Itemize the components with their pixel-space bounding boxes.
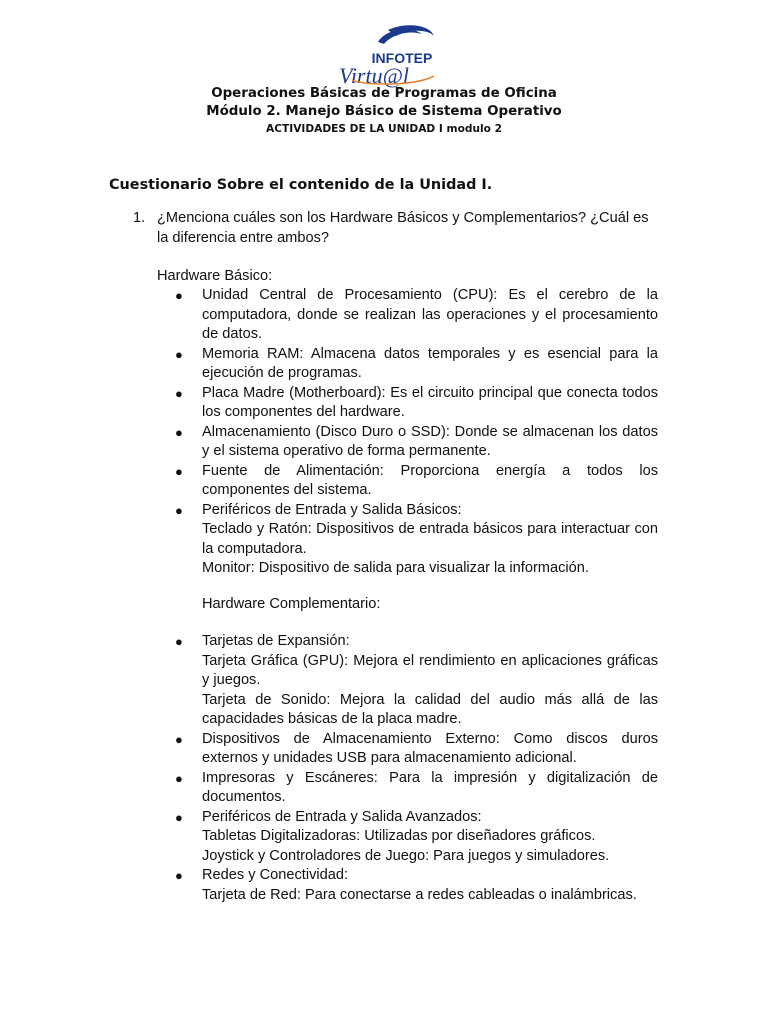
list-item-text: Periféricos de Entrada y Salida Básicos: — [202, 501, 462, 518]
bullet-icon: ● — [175, 385, 183, 401]
list-subitem-text: Joystick y Controladores de Juego: Para juegos y simuladores. — [202, 847, 610, 864]
list-item-text: Redes y Conectividad: — [202, 867, 349, 883]
bullet-icon: ● — [175, 424, 183, 440]
bullet-icon: ● — [175, 634, 183, 649]
list-item-text: Periféricos de Entrada y Salida Avanzados: — [202, 808, 482, 825]
basic-hardware-label: Hardware Básico: — [157, 268, 273, 284]
section-title: Cuestionario Sobre el contenido de la Unidad I. — [109, 177, 493, 193]
list-item-text: Dispositivos de Almacenamiento Externo: Como discos duros externos y unidades USB para almacenamiento adicional. — [202, 730, 658, 766]
header-activities: ACTIVIDADES DE LA UNIDAD I modulo 2 — [266, 123, 502, 135]
logo-brand-text: INFOTEP — [371, 50, 433, 66]
list-item — [175, 384, 658, 423]
logo-sub-text: Virtu@l — [339, 63, 409, 88]
list-item-text: Impresoras y Escáneres: Para la impresión y digitalización de documentos. — [202, 769, 658, 805]
bullet-icon: ● — [175, 770, 183, 786]
list-item — [175, 866, 658, 905]
question-text: ¿Menciona cuáles son los Hardware Básicos y Complementarios? ¿Cuál es la diferencia entre ambos? — [157, 210, 649, 246]
list-item-text: Fuente de Alimentación: Proporciona energía a todos los componentes del sistema. — [202, 462, 658, 498]
list-item — [175, 286, 658, 345]
list-subitem-text: Tarjeta Gráfica (GPU): Mejora el rendimiento en aplicaciones gráficas y juegos. — [202, 652, 658, 688]
bullet-icon: ● — [175, 463, 183, 479]
bullet-icon: ● — [175, 502, 183, 518]
list-subitem-text: Tarjeta de Red: Para conectarse a redes cableadas o inalámbricas. — [202, 886, 637, 903]
list-subitem-text: Tarjeta de Sonido: Mejora la calidad del audio más allá de las capacidades básicas de la placa madre. — [202, 691, 658, 727]
complementary-hardware-list — [175, 632, 658, 905]
list-item — [175, 423, 658, 462]
list-subitem-text: Tabletas Digitalizadoras: Utilizadas por diseñadores gráficos. — [202, 828, 596, 844]
question-number: 1. — [133, 210, 146, 226]
list-item-text: Unidad Central de Procesamiento (CPU): Es el cerebro de la computadora, donde se realizan las operaciones y el procesamiento de datos. — [202, 287, 658, 342]
list-item — [175, 808, 658, 867]
list-item-text: Memoria RAM: Almacena datos temporales y es esencial para la ejecución de programas. — [202, 345, 658, 381]
bullet-icon: ● — [175, 868, 183, 883]
list-item — [175, 769, 658, 808]
bullet-icon: ● — [175, 288, 183, 303]
list-subitem-text: Monitor: Dispositivo de salida para visualizar la información. — [202, 560, 589, 576]
list-item-text: Tarjetas de Expansión: — [202, 633, 350, 649]
header-module-title: Módulo 2. Manejo Básico de Sistema Operativo — [206, 104, 562, 119]
basic-hardware-list — [175, 286, 658, 579]
list-item — [175, 462, 658, 501]
list-item-text: Almacenamiento (Disco Duro o SSD): Donde se almacenan los datos y el sistema operativo de forma permanente. — [202, 423, 658, 459]
list-item-text: Placa Madre (Motherboard): Es el circuito principal que conecta todos los componentes del hardware. — [202, 384, 658, 420]
logo-swoosh-mid — [378, 29, 422, 44]
list-subitem-text: Teclado y Ratón: Dispositivos de entrada básicos para interactuar con la computadora. — [202, 521, 658, 557]
list-item — [175, 632, 658, 730]
bullet-icon: ● — [175, 809, 183, 825]
bullet-icon: ● — [175, 731, 183, 747]
list-item — [175, 345, 658, 384]
list-item — [175, 501, 658, 579]
infotep-logo-graphic — [326, 22, 444, 88]
complementary-hardware-label: Hardware Complementario: — [202, 596, 381, 612]
list-item — [175, 730, 658, 769]
infotep-logo — [326, 22, 444, 88]
bullet-icon: ● — [175, 346, 183, 362]
header-course-title: Operaciones Básicas de Programas de Oficina — [211, 86, 557, 101]
